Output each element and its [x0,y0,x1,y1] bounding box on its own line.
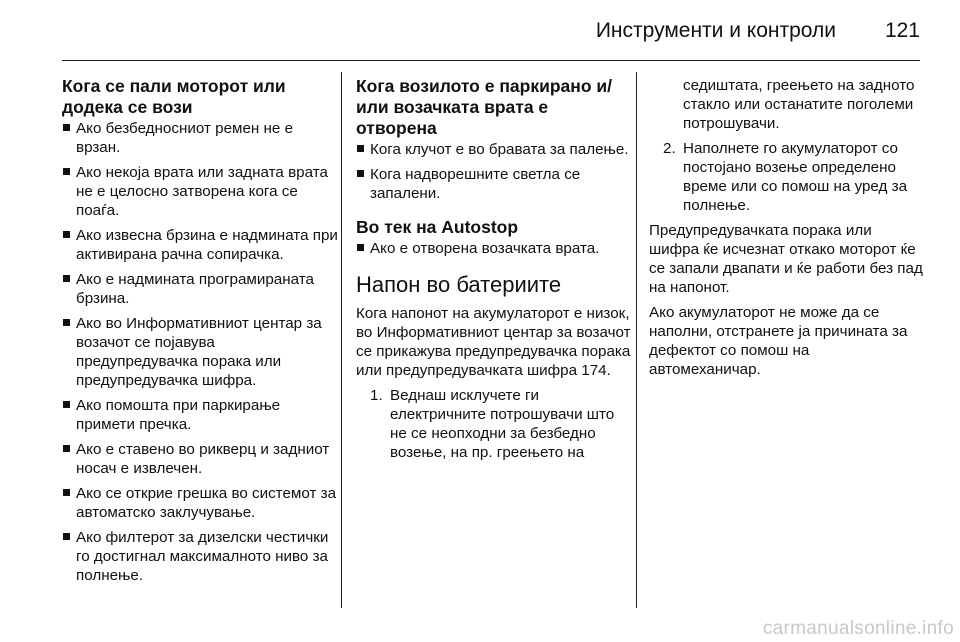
list-item: Ако се открие грешка во системот за автоматско заклучување. [62,484,338,522]
list-item: Ако е надмината програмираната брзина. [62,270,338,308]
autostop-warnings-list [356,239,632,258]
list-item: Ако е ставено во рикверц и задниот носач е извлечен. [62,440,338,478]
step-text: Веднаш исклучете ги електричните потрошувачи што не се неопходни за безбедно возење, на пр. греењето на [390,387,615,461]
page-header [62,14,920,48]
battery-steps-list-continued [649,139,925,215]
list-item: Ако извесна брзина е надмината при активирана рачна сопирачка. [62,226,338,264]
column-2 [356,76,632,468]
list-item: Ако во Информативниот центар за возачот се појавува предупредувачка порака или предупредувачка шифра. [62,314,338,390]
watermark: carmanualsonline.info [762,618,954,639]
message-clear-paragraph: Предупредувачката порака или шифра ќе исчезнат откако моторот ќе се запали двапати и ќе работи без пад на напонот. [649,222,923,296]
step-text: Наполнете го акумулаторот со постојано возење определено време или со помош на уред за полнење. [683,140,908,214]
driving-warnings-list [62,119,338,585]
list-item: Ако помошта при паркирање примети пречка. [62,396,338,434]
section-heading-autostop: Во тек на Autostop [356,217,519,237]
list-item: Ако е отворена возачката врата. [356,239,632,258]
list-item: Кога клучот е во бравата за палење. [356,140,632,159]
column-divider-2 [636,72,637,608]
section-heading-parked: Кога возилото е паркирано и/или возачката врата е отворена [356,76,612,138]
header-rule [62,60,920,61]
battery-steps-list [356,386,632,462]
header-title: Инструменти и контроли [595,19,836,42]
list-item: Ако филтерот за дизелски честички го достигнал максималното ниво за полнење. [62,528,338,585]
column-divider-1 [341,72,342,608]
list-item: Ако некоја врата или задната врата не е целосно затворена кога се поаѓа. [62,163,338,220]
step-item-2 [649,139,925,215]
repair-paragraph: Ако акумулаторот не може да се наполни, отстранете ја причината за дефектот со помош на автомеханичар. [649,304,908,378]
list-item: Ако безбедносниот ремен не е врзан. [62,119,338,157]
page-number: 121 [884,19,920,42]
step-1-continuation: седиштата, греењето на задното стакло или останатите поголеми потрошувачи. [683,77,915,132]
column-1 [62,76,338,591]
step-item-1 [356,386,632,462]
step-number: 1. [370,387,383,404]
battery-paragraph: Кога напонот на акумулаторот е низок, во Информативниот центар за возачот се прикажува предупредувачка порака или предупредувачката шифра 174. [356,305,631,379]
step-number: 2. [663,140,676,157]
list-item: Кога надворешните светла се запалени. [356,165,632,203]
parked-warnings-list [356,140,632,203]
column-3 [649,76,925,385]
section-heading-driving: Кога се пали моторот или додека се вози [62,76,286,117]
section-heading-battery: Напон во батериите [356,272,562,297]
